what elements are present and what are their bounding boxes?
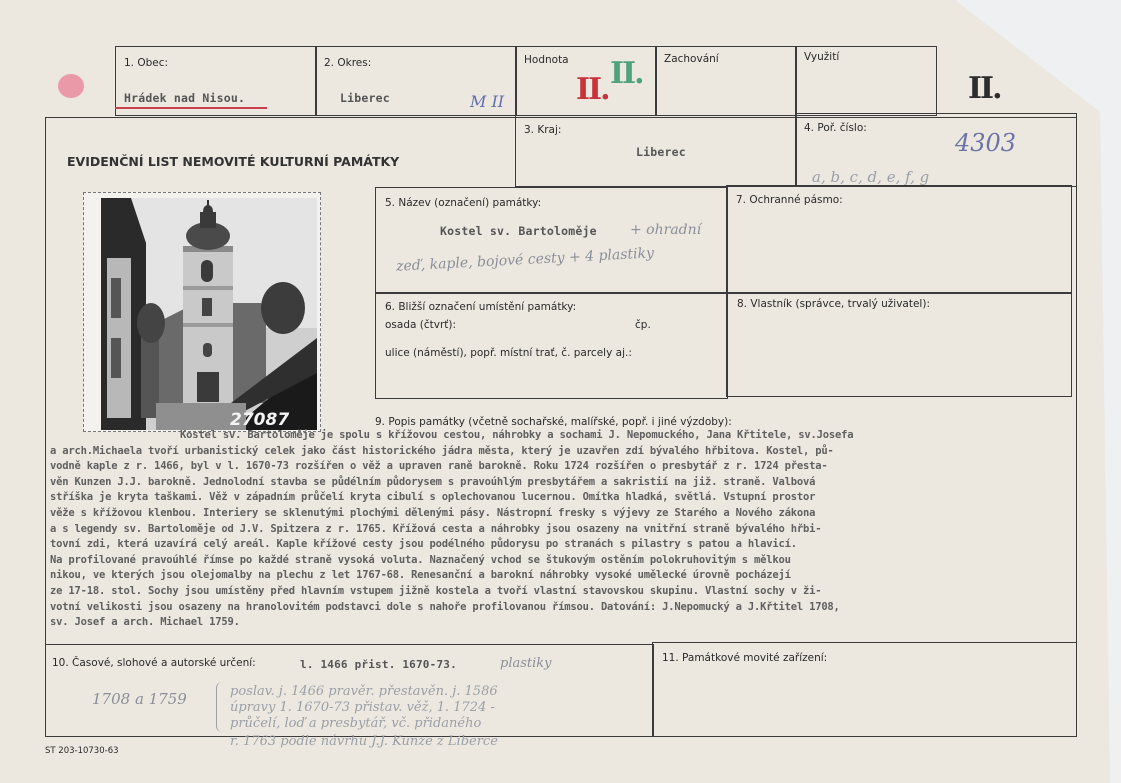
nazev-hand-1: + ohradní (630, 222, 702, 238)
kraj-value: Liberec (636, 145, 686, 159)
obec-underline (115, 107, 267, 109)
casove-hand-top: plastiky (500, 656, 552, 671)
movite-label: 11. Památkové movité zařízení: (662, 652, 828, 664)
hodnota-label: Hodnota (524, 54, 569, 66)
hodnota-green-grade: II. (610, 56, 643, 91)
form-code: ST 203-10730-63 (45, 746, 119, 756)
obec-label: 1. Obec: (124, 57, 169, 69)
casove-value: l. 1466 přist. 1670-73. (300, 658, 457, 671)
church-photo (101, 198, 317, 430)
obec-value: Hrádek nad Nisou. (124, 91, 246, 105)
description-line: nikou, ve kterých jsou olejomalby na plechu z let 1767-68. Renesanční a barokní náhrobky vysoké umělecké úrovně pocházejí (50, 569, 791, 582)
por-cislo-note: a, b, c, d, e, f, g (812, 168, 930, 186)
okres-label: 2. Okres: (324, 57, 372, 69)
handwritten-line: r. 1763 podle návrhu J.J. Kunze z Liberce (230, 734, 498, 749)
form-title: EVIDENČNÍ LIST NEMOVITÉ KULTURNÍ PAMÁTKY (67, 154, 400, 169)
casove-label: 10. Časové, slohové a autorské určení: (52, 657, 256, 669)
vyuziti-label: Využití (804, 51, 840, 63)
description-line: ze 17-18. stol. Sochy jsou umístěny před hlavním vstupem jižně kostela a tvoří vlastní stavovskou skupinu. Vlastní sochy v ži- (50, 584, 822, 597)
photo-number: 27087 (230, 410, 290, 430)
okres-value: Liberec (340, 91, 390, 105)
description-line: vodně kaple z r. 1466, byl v l. 1670-73 rozšířen o věž a upraven raně barokně. Roku 1724 rozšířen o presbytář z r. 1724 přesta- (50, 460, 828, 473)
handwritten-line: průčelí, loď a presbytář, vč. přidaného (230, 716, 482, 731)
por-cislo-value: 4303 (955, 129, 1017, 157)
vlastnik-label: 8. Vlastník (správce, trvalý uživatel): (737, 298, 930, 310)
hand-bracket (216, 682, 225, 732)
por-cislo-label: 4. Poř. číslo: (804, 122, 867, 134)
kraj-label: 3. Kraj: (524, 124, 562, 136)
description-line: sv. Josef a arch. Michael 1759. (50, 616, 240, 629)
description-line: votní velikosti jsou osazeny na hranolovitém podstavci dole s nahoře profilovanou římsou. Datování: J.Nepomucký a J.Křtitel 1708, (50, 600, 840, 613)
church-photo-image (101, 198, 317, 430)
osada-label: osada (čtvrť): (385, 319, 457, 331)
zachovani-label: Zachování (664, 53, 719, 65)
casove-hand-left: 1708 a 1759 (92, 690, 187, 708)
nazev-value: Kostel sv. Bartoloměje (440, 224, 597, 238)
nazev-label: 5. Název (označení) památky: (385, 197, 542, 209)
description-line: Na profilované pravoúhlé římse po každé straně vysoká voluta. Naznačený vchod se štukovým ostěním polokruhovitým s mělkou (50, 553, 791, 566)
description-text (50, 428, 1080, 631)
hodnota-red-grade: II. (576, 72, 609, 107)
red-dot-mark (58, 74, 84, 98)
umisteni-label: 6. Bližší označení umístění památky: (385, 301, 577, 313)
okres-hand-note: M II (470, 92, 505, 111)
description-line: a s legendy sv. Bartoloměje od J.V. Spitzera z r. 1765. Křížová cesta a náhrobky jsou osazeny na vnitřní straně bývalého hřbi- (50, 522, 822, 535)
description-line: stříška je kryta taškami. Věž v západním průčelí kryta cibulí s oplechovanou lucernou. Omítka hladká, světlá. Vstupní prostor (50, 491, 816, 504)
description-line: věn Kunzen J.J. barokně. Jednolodní stavba se půdélním půdorysem s pravoúhlým presbytářem a sakristií na již. straně. Valbová (50, 475, 816, 488)
nazev-hand-2: zeď, kaple, bojové cesty + 4 plastiky (395, 245, 655, 275)
popis-label: 9. Popis památky (včetně sochařské, malířské, popř. i jiné výzdoby): (375, 416, 732, 428)
description-line: tovní zdi, která uzavírá celý areál. Kaple křížové cesty jsou podélného půdorysu po stranách s pilastry s patou a hlavicí. (50, 538, 797, 551)
description-line: a arch.Michaela tvoří urbanistický celek jako část historického jádra města, který je uzavřen zdí bývalého hřbitova. Kostel, pů- (50, 444, 834, 457)
cp-label: čp. (635, 319, 651, 331)
description-line: Kostel sv. Bartoloměje je spolu s křížovou cestou, náhrobky a sochami J. Nepomuckého, Jana Křtitele, sv.Josefa (180, 429, 854, 441)
description-line: věže s křížovou klenbou. Interiery se sklenutými plochými dělenými pásy. Nástropní fresky s výjevy ze Starého a Nového zákona (50, 506, 816, 519)
black-grade: II. (968, 71, 1001, 106)
ulice-label: ulice (náměstí), popř. místní trať, č. parcely aj.: (385, 347, 632, 359)
handwritten-line: poslav. j. 1466 pravěr. přestavěn. j. 1586 (230, 684, 498, 699)
ochranne-pasmo-label: 7. Ochranné pásmo: (736, 194, 843, 206)
handwritten-line: úpravy 1. 1670-73 přistav. věž, 1. 1724 - (230, 700, 495, 715)
